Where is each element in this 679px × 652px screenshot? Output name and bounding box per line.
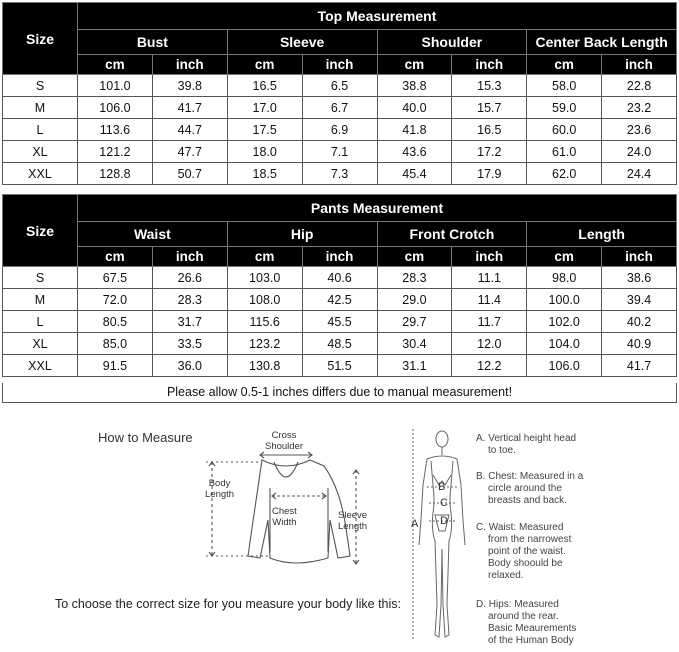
unit-header: inch <box>152 247 227 267</box>
unit-header: inch <box>602 55 677 75</box>
value-cell: 38.6 <box>602 267 677 289</box>
value-cell: 41.8 <box>377 119 452 141</box>
value-cell: 31.7 <box>152 311 227 333</box>
value-cell: 45.5 <box>302 311 377 333</box>
value-cell: 28.3 <box>377 267 452 289</box>
value-cell: 67.5 <box>78 267 153 289</box>
unit-header: cm <box>377 55 452 75</box>
value-cell: 100.0 <box>527 289 602 311</box>
value-cell: 17.0 <box>227 97 302 119</box>
value-cell: 85.0 <box>78 333 153 355</box>
value-cell: 40.0 <box>377 97 452 119</box>
value-cell: 15.3 <box>452 75 527 97</box>
measure-instruction: To choose the correct size for you measure your body like this: <box>55 597 401 611</box>
value-cell: 38.8 <box>377 75 452 97</box>
value-cell: 29.0 <box>377 289 452 311</box>
value-cell: 23.6 <box>602 119 677 141</box>
legend-item-d: D. Hips: Measured around the rear. Basic Meaurements of the Human Body <box>476 599 577 646</box>
column-group-header: Hip <box>227 222 377 247</box>
legend-item-b: B. Chest: Measured in a circle around the breasts and back. <box>476 471 584 506</box>
sleeve-length-label: Sleeve Length <box>338 510 368 532</box>
table-title: Top Measurement <box>78 3 677 30</box>
size-cell: XL <box>3 141 78 163</box>
value-cell: 44.7 <box>152 119 227 141</box>
value-cell: 80.5 <box>78 311 153 333</box>
figure-letter-a: A <box>411 518 419 530</box>
unit-header: cm <box>78 247 153 267</box>
value-cell: 101.0 <box>78 75 153 97</box>
table-row <box>3 75 677 97</box>
value-cell: 58.0 <box>527 75 602 97</box>
table-row <box>3 289 677 311</box>
value-cell: 18.0 <box>227 141 302 163</box>
cross-shoulder-label: Cross Shoulder <box>265 430 304 452</box>
value-cell: 60.0 <box>527 119 602 141</box>
column-group-header: Sleeve <box>227 30 377 55</box>
figure-letter-b: B <box>438 481 446 493</box>
value-cell: 12.2 <box>452 355 527 377</box>
value-cell: 11.7 <box>452 311 527 333</box>
value-cell: 7.3 <box>302 163 377 185</box>
unit-header: inch <box>302 247 377 267</box>
value-cell: 22.8 <box>602 75 677 97</box>
column-group-header: Shoulder <box>377 30 527 55</box>
value-cell: 24.4 <box>602 163 677 185</box>
size-cell: S <box>3 75 78 97</box>
value-cell: 31.1 <box>377 355 452 377</box>
value-cell: 28.3 <box>152 289 227 311</box>
value-cell: 41.7 <box>602 355 677 377</box>
value-cell: 17.9 <box>452 163 527 185</box>
value-cell: 36.0 <box>152 355 227 377</box>
unit-header: cm <box>227 247 302 267</box>
value-cell: 50.7 <box>152 163 227 185</box>
size-cell: L <box>3 119 78 141</box>
table-row <box>3 267 677 289</box>
column-group-header: Waist <box>78 222 228 247</box>
value-cell: 15.7 <box>452 97 527 119</box>
value-cell: 6.9 <box>302 119 377 141</box>
value-cell: 103.0 <box>227 267 302 289</box>
unit-header: cm <box>78 55 153 75</box>
size-cell: XXL <box>3 355 78 377</box>
value-cell: 23.2 <box>602 97 677 119</box>
value-cell: 29.7 <box>377 311 452 333</box>
value-cell: 30.4 <box>377 333 452 355</box>
unit-header: inch <box>152 55 227 75</box>
size-cell: S <box>3 267 78 289</box>
value-cell: 102.0 <box>527 311 602 333</box>
size-cell: XL <box>3 333 78 355</box>
value-cell: 121.2 <box>78 141 153 163</box>
table-row <box>3 163 677 185</box>
value-cell: 128.8 <box>78 163 153 185</box>
value-cell: 115.6 <box>227 311 302 333</box>
unit-header: cm <box>527 247 602 267</box>
size-cell: M <box>3 97 78 119</box>
value-cell: 40.2 <box>602 311 677 333</box>
value-cell: 16.5 <box>227 75 302 97</box>
value-cell: 106.0 <box>527 355 602 377</box>
value-cell: 17.2 <box>452 141 527 163</box>
size-cell: M <box>3 289 78 311</box>
legend-item-a: A. Vertical height head to toe. <box>476 433 577 456</box>
table-row <box>3 355 677 377</box>
value-cell: 104.0 <box>527 333 602 355</box>
value-cell: 11.4 <box>452 289 527 311</box>
table-row <box>3 333 677 355</box>
value-cell: 43.6 <box>377 141 452 163</box>
value-cell: 47.7 <box>152 141 227 163</box>
value-cell: 59.0 <box>527 97 602 119</box>
value-cell: 40.9 <box>602 333 677 355</box>
column-group-header: Length <box>527 222 677 247</box>
legend-item-c: C. Waist: Measured from the narrowest point of the waist. Body shoould be relaxed. <box>476 522 572 581</box>
size-cell: XXL <box>3 163 78 185</box>
body-length-label: Body Length <box>205 478 235 500</box>
table-row <box>3 97 677 119</box>
value-cell: 130.8 <box>227 355 302 377</box>
value-cell: 39.4 <box>602 289 677 311</box>
value-cell: 12.0 <box>452 333 527 355</box>
body-figure-diagram <box>405 425 475 650</box>
value-cell: 6.7 <box>302 97 377 119</box>
table-title: Pants Measurement <box>78 195 677 222</box>
value-cell: 41.7 <box>152 97 227 119</box>
size-header: Size <box>3 195 78 267</box>
unit-header: cm <box>527 55 602 75</box>
value-cell: 39.8 <box>152 75 227 97</box>
column-group-header: Center Back Length <box>527 30 677 55</box>
value-cell: 24.0 <box>602 141 677 163</box>
table-row <box>3 311 677 333</box>
unit-header: cm <box>377 247 452 267</box>
pants-measurement-table <box>2 194 677 377</box>
measurement-note: Please allow 0.5-1 inches differs due to manual measurement! <box>2 383 677 403</box>
value-cell: 16.5 <box>452 119 527 141</box>
value-cell: 18.5 <box>227 163 302 185</box>
value-cell: 106.0 <box>78 97 153 119</box>
top-measurement-table <box>2 2 677 185</box>
value-cell: 62.0 <box>527 163 602 185</box>
size-header: Size <box>3 3 78 75</box>
unit-header: cm <box>227 55 302 75</box>
value-cell: 45.4 <box>377 163 452 185</box>
value-cell: 51.5 <box>302 355 377 377</box>
value-cell: 72.0 <box>78 289 153 311</box>
unit-header: inch <box>452 247 527 267</box>
unit-header: inch <box>302 55 377 75</box>
how-to-measure-heading: How to Measure <box>98 430 193 445</box>
column-group-header: Bust <box>78 30 228 55</box>
unit-header: inch <box>452 55 527 75</box>
value-cell: 42.5 <box>302 289 377 311</box>
value-cell: 17.5 <box>227 119 302 141</box>
value-cell: 11.1 <box>452 267 527 289</box>
value-cell: 123.2 <box>227 333 302 355</box>
table-row <box>3 119 677 141</box>
value-cell: 33.5 <box>152 333 227 355</box>
figure-letter-d: D <box>440 515 448 527</box>
value-cell: 61.0 <box>527 141 602 163</box>
value-cell: 108.0 <box>227 289 302 311</box>
figure-letter-c: C <box>440 497 448 509</box>
value-cell: 6.5 <box>302 75 377 97</box>
value-cell: 98.0 <box>527 267 602 289</box>
unit-header: inch <box>602 247 677 267</box>
value-cell: 26.6 <box>152 267 227 289</box>
value-cell: 48.5 <box>302 333 377 355</box>
value-cell: 40.6 <box>302 267 377 289</box>
column-group-header: Front Crotch <box>377 222 527 247</box>
table-row <box>3 141 677 163</box>
size-cell: L <box>3 311 78 333</box>
value-cell: 113.6 <box>78 119 153 141</box>
chest-width-label: Chest Width <box>272 506 297 528</box>
value-cell: 91.5 <box>78 355 153 377</box>
value-cell: 7.1 <box>302 141 377 163</box>
